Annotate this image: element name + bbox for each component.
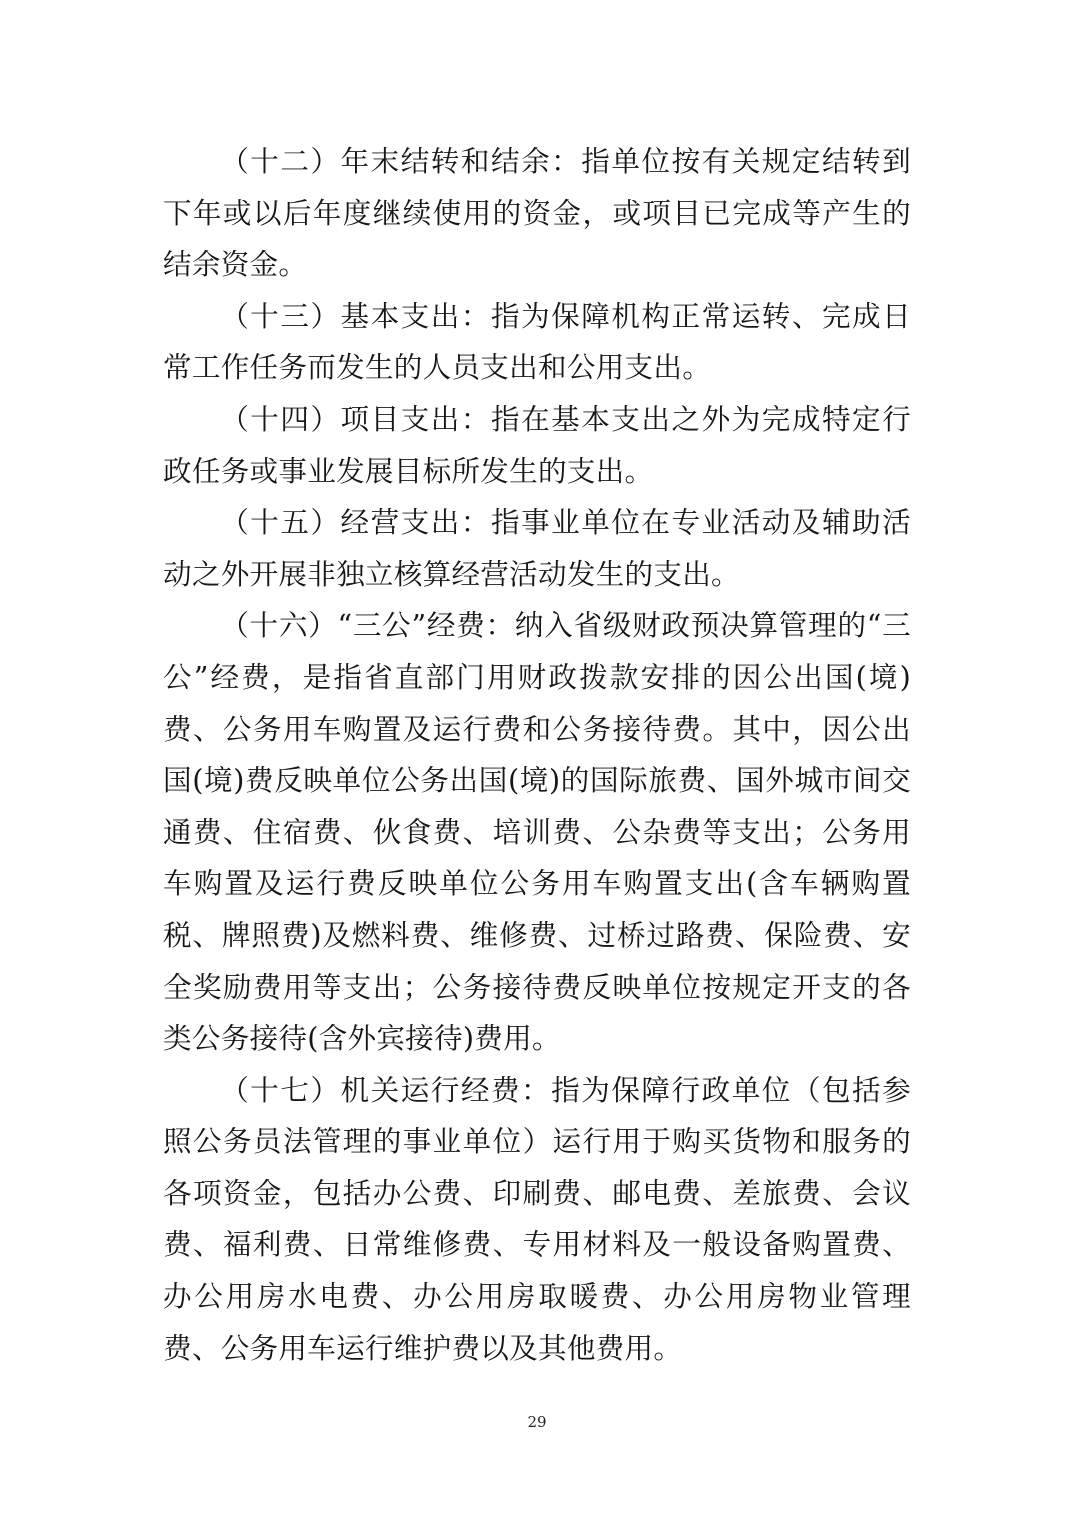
page-number: 29 — [527, 1413, 547, 1431]
paragraph-project-expenditure: （十四）项目支出：指在基本支出之外为完成特定行政任务或事业发展目标所发生的支出。 — [163, 401, 911, 488]
paragraph-agency-operating-funds: （十七）机关运行经费：指为保障行政单位（包括参照公务员法管理的事业单位）运行用于购买货物和服务的各项资金，包括办公费、印刷费、邮电费、差旅费、会议费、福利费、日常维修费、专用材料及一般设备购置费、办公用房水电费、办公用房取暖费、办公用房物业管理费、公务用车运行维护费以及其他费用。 — [163, 1072, 911, 1365]
paragraph-year-end-carryover: （十二）年末结转和结余：指单位按有关规定结转到下年或以后年度继续使用的资金，或项目已完成等产生的结余资金。 — [163, 144, 911, 282]
body-text — [163, 136, 911, 1374]
paragraph-operating-expenditure: （十五）经营支出：指事业单位在专业活动及辅助活动之外开展非独立核算经营活动发生的支出。 — [163, 505, 911, 591]
paragraph-three-public-expenses: （十六）“三公”经费：纳入省级财政预决算管理的“三公”经费，是指省直部门用财政拨款安排的因公出国(境)费、公务用车购置及运行费和公务接待费。其中，因公出国(境)费反映单位公务出国(境)的国际旅费、国外城市间交通费、住宿费、伙食费、培训费、公杂费等支出；公务用车购置及运行费反映单位公务用车购置支出(含车辆购置税、牌照费)及燃料费、维修费、过桥过路费、保险费、安全奖励费用等支出；公务接待费反映单位按规定开支的各类公务接待(含外宾接待)费用。 — [163, 608, 911, 1056]
paragraph-basic-expenditure: （十三）基本支出：指为保障机构正常运转、完成日常工作任务而发生的人员支出和公用支出。 — [163, 298, 911, 385]
